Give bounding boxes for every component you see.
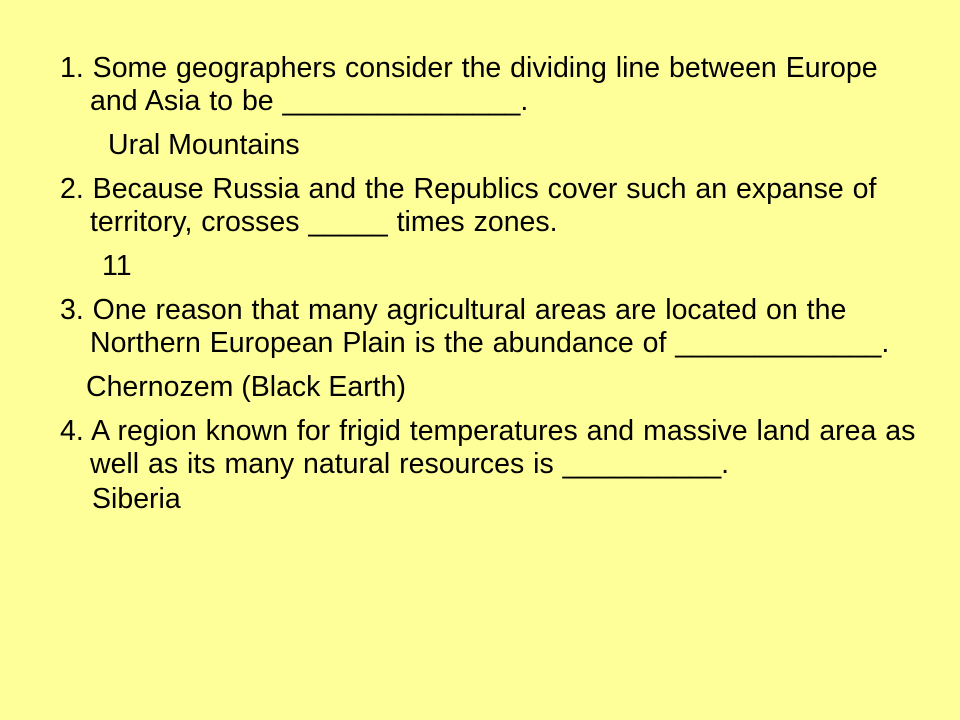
answer-4: Siberia <box>92 483 181 515</box>
question-3: 3. One reason that many agricultural areas are located on the Northern European Plain is the abundance of _____________. <box>60 294 890 359</box>
answer-3: Chernozem (Black Earth) <box>86 371 406 403</box>
answer-2: 11 <box>102 250 132 282</box>
answer-1: Ural Mountains <box>108 129 300 161</box>
question-2: 2. Because Russia and the Republics cover such an expanse of territory, crosses _____ times zones. <box>60 173 877 238</box>
slide-body <box>60 52 930 527</box>
question-4: 4. A region known for frigid temperatures and massive land area as well as its many natural resources is __________. <box>60 415 916 480</box>
question-1: 1. Some geographers consider the dividing line between Europe and Asia to be _______________. <box>60 52 878 117</box>
